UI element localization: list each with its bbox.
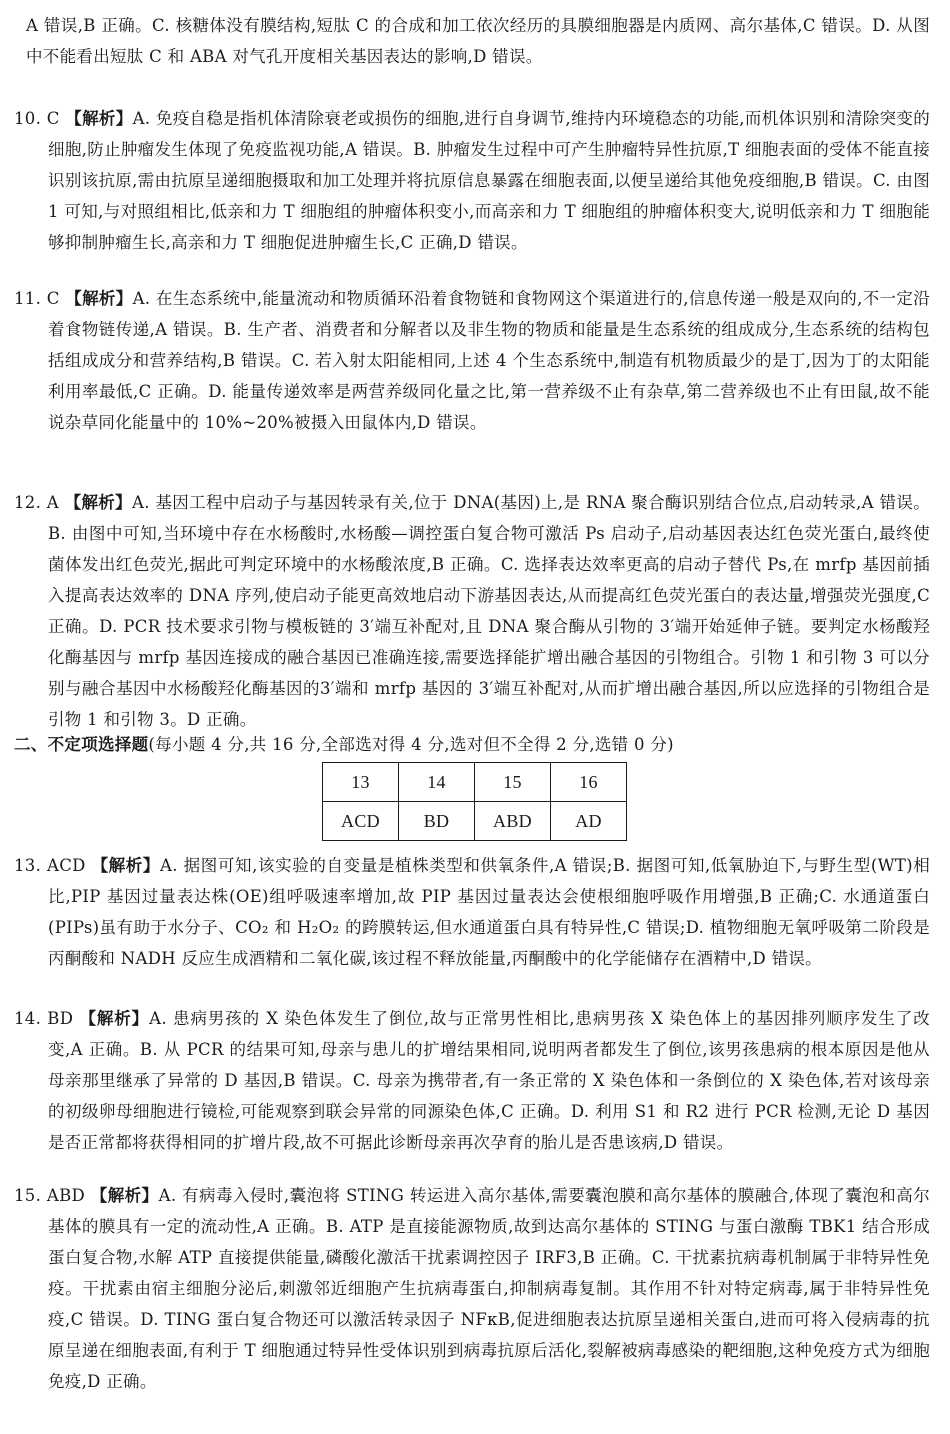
item-text: A. 在生态系统中,能量流动和物质循环沿着食物链和食物网这个渠道进行的,信息传递一般是双向的,不一定沿着食物链传递,A 错误。B. 生产者、消费者和分解者以及非生物的物质和能量是生态系统的组成成分,生态系统的结构包括组成成分和营养结构,B 错误。C. 若入射太阳能相同,上述 4 个生态系统中,制造有机物质最少的是丁,因为丁的太阳能利用率最低,C 正确。D. 能量传递效率是两营养级同化量之比,第一营养级不止有杂草,第二营养级也不止有田鼠,故不能说杂草同化能量中的 10%~20%被摄入田鼠体内,D 错误。 [48, 289, 930, 432]
continuation-paragraph: A 错误,B 正确。C. 核糖体没有膜结构,短肽 C 的合成和加工依次经历的具膜细胞器是内质网、高尔基体,C 错误。D. 从图中不能看出短肽 C 和 ABA 对气孔开度相关基因表达的影响,D 错误。 [26, 16, 930, 66]
answer-table-cell: 14 [399, 763, 475, 802]
analysis-tag: 【解析】 [91, 856, 161, 875]
answer-table-cell: ABD [475, 802, 551, 841]
answer-table-cell: BD [399, 802, 475, 841]
answer-table-cell: ACD [323, 802, 399, 841]
item-text: A. 据图可知,该实验的自变量是植株类型和供氧条件,A 错误;B. 据图可知,低氧胁迫下,与野生型(WT)相比,PIP 基因过量表达株(OE)组呼吸速率增加,故 PIP 基因过量表达会使根细胞呼吸作用增强,B 正确;C. 水通道蛋白(PIPs)虽有助于水分子、CO₂ 和 H₂O₂ 的跨膜转运,但水通道蛋白具有特异性,C 错误;D. 植物细胞无氧呼吸第二阶段是丙酮酸和 NADH 反应生成酒精和二氧化碳,该过程不释放能量,丙酮酸中的化学能储存在酒精中,D 错误。 [48, 856, 931, 968]
item-number: 10. C [14, 109, 60, 128]
item-number: 13. ACD [14, 856, 86, 875]
section-note: (每小题 4 分,共 16 分,全部选对得 4 分,选对但不全得 2 分,选错 0 分) [148, 735, 674, 754]
answer-table-cell: 16 [551, 763, 627, 802]
analysis-tag: 【解析】 [65, 109, 133, 128]
answer-item-10 [14, 103, 930, 258]
answer-table [322, 762, 627, 841]
answer-item-12 [14, 487, 930, 735]
answer-item-15 [14, 1180, 930, 1397]
analysis-tag: 【解析】 [79, 1009, 150, 1028]
item-text: A. 有病毒入侵时,囊泡将 STING 转运进入高尔基体,需要囊泡膜和高尔基体的膜融合,体现了囊泡和高尔基体的膜具有一定的流动性,A 正确。B. ATP 是直接能源物质,故到达高尔基体的 STING 与蛋白激酶 TBK1 结合形成蛋白复合物,水解 ATP 直接提供能量,磷酸化激活干扰素调控因子 IRF3,B 正确。C. 干扰素抗病毒机制属于非特异性免疫。干扰素由宿主细胞分泌后,刺激邻近细胞产生抗病毒蛋白,抑制病毒复制。其作用不针对特定病毒,属于非特异性免疫,C 错误。D. TING 蛋白复合物还可以激活转录因子 NFκB,促进细胞表达抗原呈递相关蛋白,进而可将入侵病毒的抗原呈递在细胞表面,有利于 T 细胞通过特异性受体识别到病毒抗原后活化,裂解被病毒感染的靶细胞,这种免疫方式为细胞免疫,D 正确。 [48, 1186, 931, 1391]
item-text: A. 免疫自稳是指机体清除衰老或损伤的细胞,进行自身调节,维持内环境稳态的功能,而机体识别和清除突变的细胞,防止肿瘤发生体现了免疫监视功能,A 错误。B. 肿瘤发生过程中可产生肿瘤特异性抗原,T 细胞表面的受体不能直接识别该抗原,需由抗原呈递细胞摄取和加工处理并将抗原信息暴露在细胞表面,以便呈递给其他免疫细胞,B 错误。C. 由图 1 可知,与对照组相比,低亲和力 T 细胞组的肿瘤体积变小,而高亲和力 T 细胞组的肿瘤体积变大,说明低亲和力 T 细胞能够抑制肿瘤生长,高亲和力 T 细胞促进肿瘤生长,C 正确,D 错误。 [48, 109, 930, 252]
answer-item-13 [14, 850, 930, 974]
item-number: 11. C [14, 289, 60, 308]
answer-table-cell: 15 [475, 763, 551, 802]
answer-item-11 [14, 283, 930, 438]
section-title: 二、不定项选择题 [14, 735, 149, 754]
item-text: A. 基因工程中启动子与基因转录有关,位于 DNA(基因)上,是 RNA 聚合酶识别结合位点,启动转录,A 错误。B. 由图中可知,当环境中存在水杨酸时,水杨酸—调控蛋白复合物可激活 Ps 启动子,启动基因表达红色荧光蛋白,最终使菌体发出红色荧光,据此可判定环境中的水杨酸浓度,B 正确。C. 选择表达效率更高的启动子替代 Ps,在 mrfp 基因前插入提高表达效率的 DNA 序列,使启动子能更高效地启动下游基因表达,从而提高红色荧光蛋白的表达量,增强荧光强度,C 正确。D. PCR 技术要求引物与模板链的 3′端互补配对,且 DNA 聚合酶从引物的 3′端开始延伸子链。要判定水杨酸羟化酶基因与 mrfp 基因连接成的融合基因已准确连接,需要选择能扩增出融合基因的引物组合。引物 1 和引物 3 可以分别与融合基因中水杨酸羟化酶基因的3′端和 mrfp 基因的 3′端互补配对,从而扩增出融合基因,所以应选择的引物组合是引物 1 和引物 3。D 正确。 [48, 493, 930, 729]
answer-item-14 [14, 1003, 930, 1158]
answer-table-answers-row [323, 802, 627, 841]
analysis-tag: 【解析】 [90, 1186, 159, 1205]
answer-table-cell: 13 [323, 763, 399, 802]
section-heading [14, 729, 930, 760]
answer-table-cell: AD [551, 802, 627, 841]
item-text: A. 患病男孩的 X 染色体发生了倒位,故与正常男性相比,患病男孩 X 染色体上的基因排列顺序发生了改变,A 正确。B. 从 PCR 的结果可知,母亲与患儿的扩增结果相同,说明两者都发生了倒位,该男孩患病的根本原因是他从母亲那里继承了异常的 D 基因,B 错误。C. 母亲为携带者,有一条正常的 X 染色体和一条倒位的 X 染色体,若对该母亲的初级卵母细胞进行镜检,可能观察到联会异常的同源染色体,C 正确。D. 利用 S1 和 R2 进行 PCR 检测,无论 D 基因是否正常都将获得相同的扩增片段,故不可据此诊断母亲再次孕育的胎儿是否患该病,D 错误。 [48, 1009, 931, 1152]
item-number: 12. A [14, 493, 59, 512]
item-number: 15. ABD [14, 1186, 86, 1205]
item-number: 14. BD [14, 1009, 74, 1028]
analysis-tag: 【解析】 [65, 289, 133, 308]
analysis-tag: 【解析】 [64, 493, 133, 512]
answer-table-numbers-row [323, 763, 627, 802]
